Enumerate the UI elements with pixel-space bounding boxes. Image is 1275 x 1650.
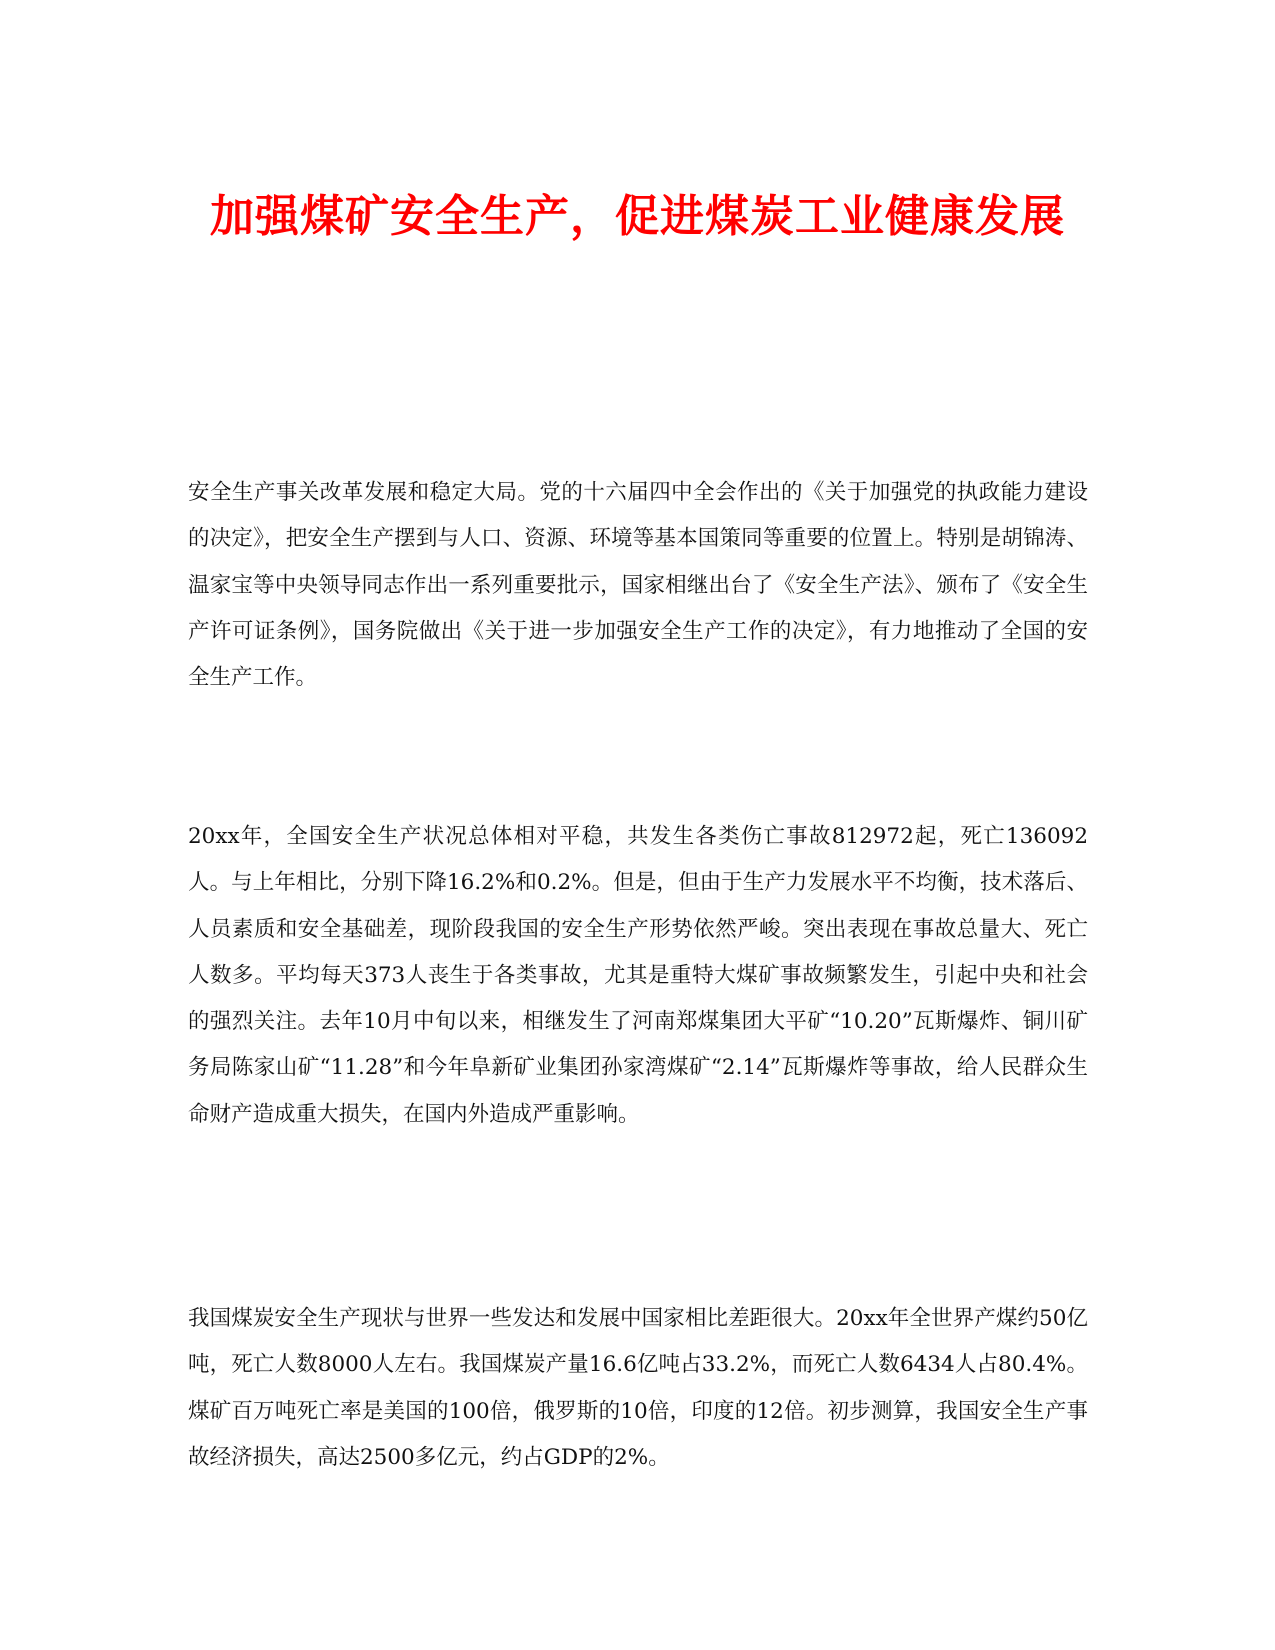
paragraph-1: 安全生产事关改革发展和稳定大局。党的十六届四中全会作出的《关于加强党的执政能力建设的决定》，把安全生产摆到与人口、资源、环境等基本国策同等重要的位置上。特别是胡锦涛、温家宝等中央领导同志作出一系列重要批示，国家相继出台了《安全生产法》、颁布了《安全生产许可证条例》，国务院做出《关于进一步加强安全生产工作的决定》，有力地推动了全国的安全生产工作。 bbox=[188, 480, 1088, 691]
document-title: 加强煤矿安全生产，促进煤炭工业健康发展 bbox=[210, 191, 1065, 243]
paragraph-2: 20xx年，全国安全生产状况总体相对平稳，共发生各类伤亡事故812972起，死亡136092人。与上年相比，分别下降16.2%和0.2%。但是，但由于生产力发展水平不均衡，技术落后、人员素质和安全基础差，现阶段我国的安全生产形势依然严峻。突出表现在事故总量大、死亡人数多。平均每天373人丧生于各类事故，尤其是重特大煤矿事故频繁发生，引起中央和社会的强烈关注。去年10月中旬以来，相继发生了河南郑煤集团大平矿“10.20”瓦斯爆炸、铜川矿务局陈家山矿“11.28”和今年阜新矿业集团孙家湾煤矿“2.14”瓦斯爆炸等事故，给人民群众生命财产造成重大损失，在国内外造成严重影响。 bbox=[188, 824, 1088, 1127]
paragraph-3: 我国煤炭安全生产现状与世界一些发达和发展中国家相比差距很大。20xx年全世界产煤约50亿吨，死亡人数8000人左右。我国煤炭产量16.6亿吨占33.2%，而死亡人数6434人占80.4%。煤矿百万吨死亡率是美国的100倍，俄罗斯的10倍，印度的12倍。初步测算，我国安全生产事故经济损失，高达2500多亿元，约占GDP的2%。 bbox=[188, 1306, 1088, 1470]
